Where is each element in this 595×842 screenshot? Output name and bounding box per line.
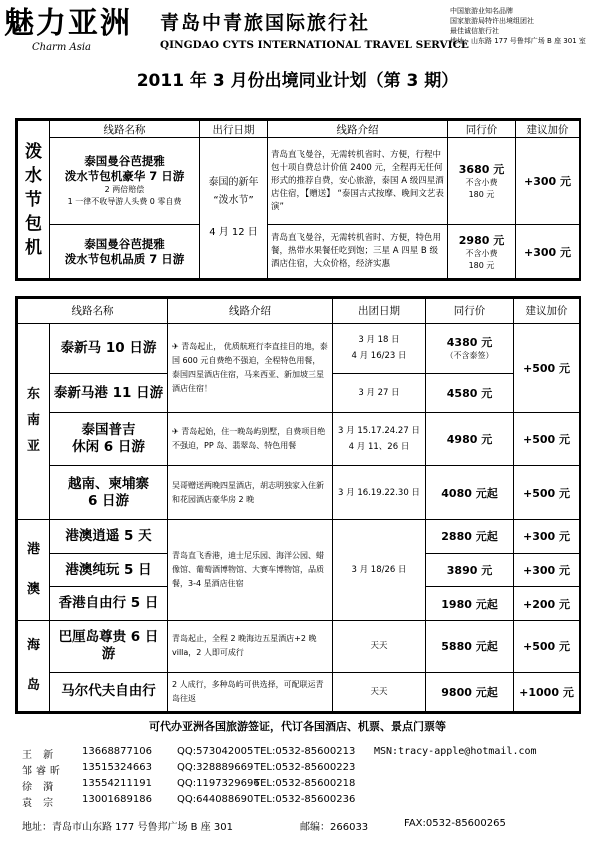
note-line: 中国旅游业知名品牌 [450, 7, 513, 15]
intro-cell: ✈ 青岛起始，住一晚岛屿别墅，自费项目绝不强迫，PP 岛、翡翠岛、特色用餐 [168, 413, 333, 466]
company-block [160, 8, 469, 51]
contact-qq: QQ:328889669 [177, 762, 254, 773]
route-cell: 港澳纯玩 5 日 [50, 553, 168, 587]
header-intro: 线路介绍 [168, 299, 333, 324]
route-cell: 越南、柬埔寨 6 日游 [50, 466, 168, 520]
price-cell: 2980 元 不含小费 180 元 [448, 225, 516, 279]
price-cell: 2880 元起 [426, 520, 514, 554]
route-cell: 港澳逍遥 5 天 [50, 520, 168, 554]
footer-fax: FAX:0532-85600265 [404, 818, 506, 829]
company-name-en: QINGDAO CYTS INTERNATIONAL TRAVEL SERVICE [160, 39, 469, 51]
table-row [18, 413, 580, 466]
contact-qq: QQ:1197329696 [177, 778, 260, 789]
contact-tel: TEL:0532-85600218 [254, 778, 356, 789]
suggest-cell: +500 元 [514, 413, 580, 466]
header-price: 同行价 [426, 299, 514, 324]
header-date: 出团日期 [333, 299, 426, 324]
note-line: 最佳诚信旅行社 [450, 27, 499, 35]
contact-qq: QQ:573042005 [177, 746, 254, 757]
contact-name: 徐 漪 [22, 782, 58, 793]
route-cell: 马尔代夫自由行 [50, 672, 168, 711]
route-cell: 泰国普吉 休闲 6 日游 [50, 413, 168, 466]
table-row [18, 138, 580, 225]
contact-phone: 13668877106 [82, 746, 152, 757]
date-cell: 泰国的新年 “泼水节” 4 月 12 日 [200, 138, 268, 279]
header-suggest: 建议加价 [514, 299, 580, 324]
intro-cell: 2 人成行，多种岛屿可供选择，可配联运青岛往返 [168, 672, 333, 711]
table-row [18, 323, 580, 374]
suggest-cell: +500 元 [514, 466, 580, 520]
contact-phone: 13554211191 [82, 778, 152, 789]
contact-phone: 13515324663 [82, 762, 152, 773]
date-cell: 天天 [333, 672, 426, 711]
contact-tel: TEL:0532-85600236 [254, 794, 356, 805]
category-label: 东 南 亚 [18, 323, 50, 519]
suggest-cell: +300 元 [516, 138, 580, 225]
page-title: 2011 年 3 月份出境同业计划（第 3 期） [136, 71, 459, 91]
intro-cell: 青岛直飞香港，迪士尼乐园、海洋公园、蜡像馆、葡萄酒博物馆、大赛车博物馆，品质餐，3-4 星酒店住宿 [168, 520, 333, 621]
logo-subtitle: Charm Asia [32, 42, 92, 53]
suggest-cell: +1000 元 [514, 672, 580, 711]
price-cell: 4380 元 （不含泰签） [426, 323, 514, 374]
date-cell: 3 月 18/26 日 [333, 520, 426, 621]
header-suggest: 建议加价 [516, 121, 580, 138]
page-header [0, 0, 595, 66]
intro-cell: 青岛直飞曼谷，无需转机省时、方便，行程中包十项自费总计价值 2400 元，全程再无任何形式的推荐自费，安心旅游，泰国 A 级四星酒店住宿，【赠送】 “泰国古式按摩、晚间文艺表演” [268, 138, 448, 225]
price-cell: 1980 元起 [426, 587, 514, 621]
contact-name: 袁 宗 [22, 798, 58, 809]
date-cell: 3 月 18 日 4 月 16/23 日 [333, 323, 426, 374]
songkran-charter-table [15, 118, 581, 281]
contact-tel: TEL:0532-85600213 [254, 746, 356, 757]
price-cell: 4580 元 [426, 374, 514, 413]
category-label: 海 岛 [18, 621, 50, 712]
contact-msn: MSN:tracy-apple@hotmail.com [374, 746, 537, 757]
table-row [18, 672, 580, 711]
table-row [18, 225, 580, 279]
price-cell: 4080 元起 [426, 466, 514, 520]
table-row [18, 621, 580, 673]
note-line: 地址：山东路 177 号鲁邦广场 B 座 301 室 [450, 37, 586, 45]
price-cell: 9800 元起 [426, 672, 514, 711]
header-date: 出行日期 [200, 121, 268, 138]
brand-logo [4, 6, 154, 66]
footer-postcode: 邮编：266033 [300, 822, 369, 833]
date-cell: 3 月 16.19.22.30 日 [333, 466, 426, 520]
suggest-cell: +200 元 [514, 587, 580, 621]
footer-address: 地址：青岛市山东路 177 号鲁邦广场 B 座 301 [22, 822, 233, 833]
price-cell: 3680 元 不含小费 180 元 [448, 138, 516, 225]
route-cell: 泰国曼谷芭提雅 泼水节包机豪华 7 日游 2 两倍赔偿 1 一律不收导游人头费 0 零自费 [50, 138, 200, 225]
header-price: 同行价 [448, 121, 516, 138]
asia-routes-table [15, 296, 581, 714]
suggest-cell: +500 元 [514, 323, 580, 413]
intro-cell: 青岛直飞曼谷，无需转机省时、方便，特色用餐，热带水果餐任吃到饱；三星 A 四星 B 级酒店住宿，大众价格，经济实惠 [268, 225, 448, 279]
category-label: 泼 水 节 包 机 [18, 121, 50, 279]
logo-text: 魅力亚洲 [4, 6, 132, 41]
services-banner: 可代办亚洲各国旅游签证，代订各国酒店、机票、景点门票等 [149, 720, 446, 733]
table-row [18, 466, 580, 520]
suggest-cell: +500 元 [514, 621, 580, 673]
route-cell: 泰新马 10 日游 [50, 323, 168, 374]
intro-cell: ✈ 青岛起止， 优质航班行李直挂目的地，泰国 600 元自费绝不强迫，全程特色用餐，泰国四星酒店住宿，马来西亚、新加坡三星酒店住宿！ [168, 323, 333, 413]
contact-phone: 13001689186 [82, 794, 152, 805]
price-cell: 3890 元 [426, 553, 514, 587]
table-row [18, 520, 580, 554]
header-route: 线路名称 [50, 121, 200, 138]
date-cell: 天天 [333, 621, 426, 673]
intro-cell: 青岛起止，全程 2 晚海边五星酒店+2 晚 villa，2 人即可成行 [168, 621, 333, 673]
route-cell: 巴厘岛尊贵 6 日 游 [50, 621, 168, 673]
route-cell: 泰新马港 11 日游 [50, 374, 168, 413]
price-cell: 4980 元 [426, 413, 514, 466]
date-cell: 3 月 27 日 [333, 374, 426, 413]
route-cell: 香港自由行 5 日 [50, 587, 168, 621]
intro-cell: 吴哥赠送两晚四星酒店，胡志明独家入住新和花园酒店豪华房 2 晚 [168, 466, 333, 520]
category-label: 港 澳 [18, 520, 50, 621]
contact-tel: TEL:0532-85600223 [254, 762, 356, 773]
company-name-cn: 青岛中青旅国际旅行社 [160, 12, 371, 34]
suggest-cell: +300 元 [516, 225, 580, 279]
company-notes [450, 6, 586, 46]
header-intro: 线路介绍 [268, 121, 448, 138]
note-line: 国家旅游局特许出境组团社 [450, 17, 534, 25]
date-cell: 3 月 15.17.24.27 日 4 月 11、26 日 [333, 413, 426, 466]
contact-qq: QQ:644088690 [177, 794, 254, 805]
contact-name: 王 新 [22, 750, 58, 761]
contact-name: 邹睿昕 [22, 766, 64, 777]
suggest-cell: +300 元 [514, 553, 580, 587]
price-cell: 5880 元起 [426, 621, 514, 673]
header-route: 线路名称 [18, 299, 168, 324]
route-cell: 泰国曼谷芭提雅 泼水节包机品质 7 日游 [50, 225, 200, 279]
suggest-cell: +300 元 [514, 520, 580, 554]
